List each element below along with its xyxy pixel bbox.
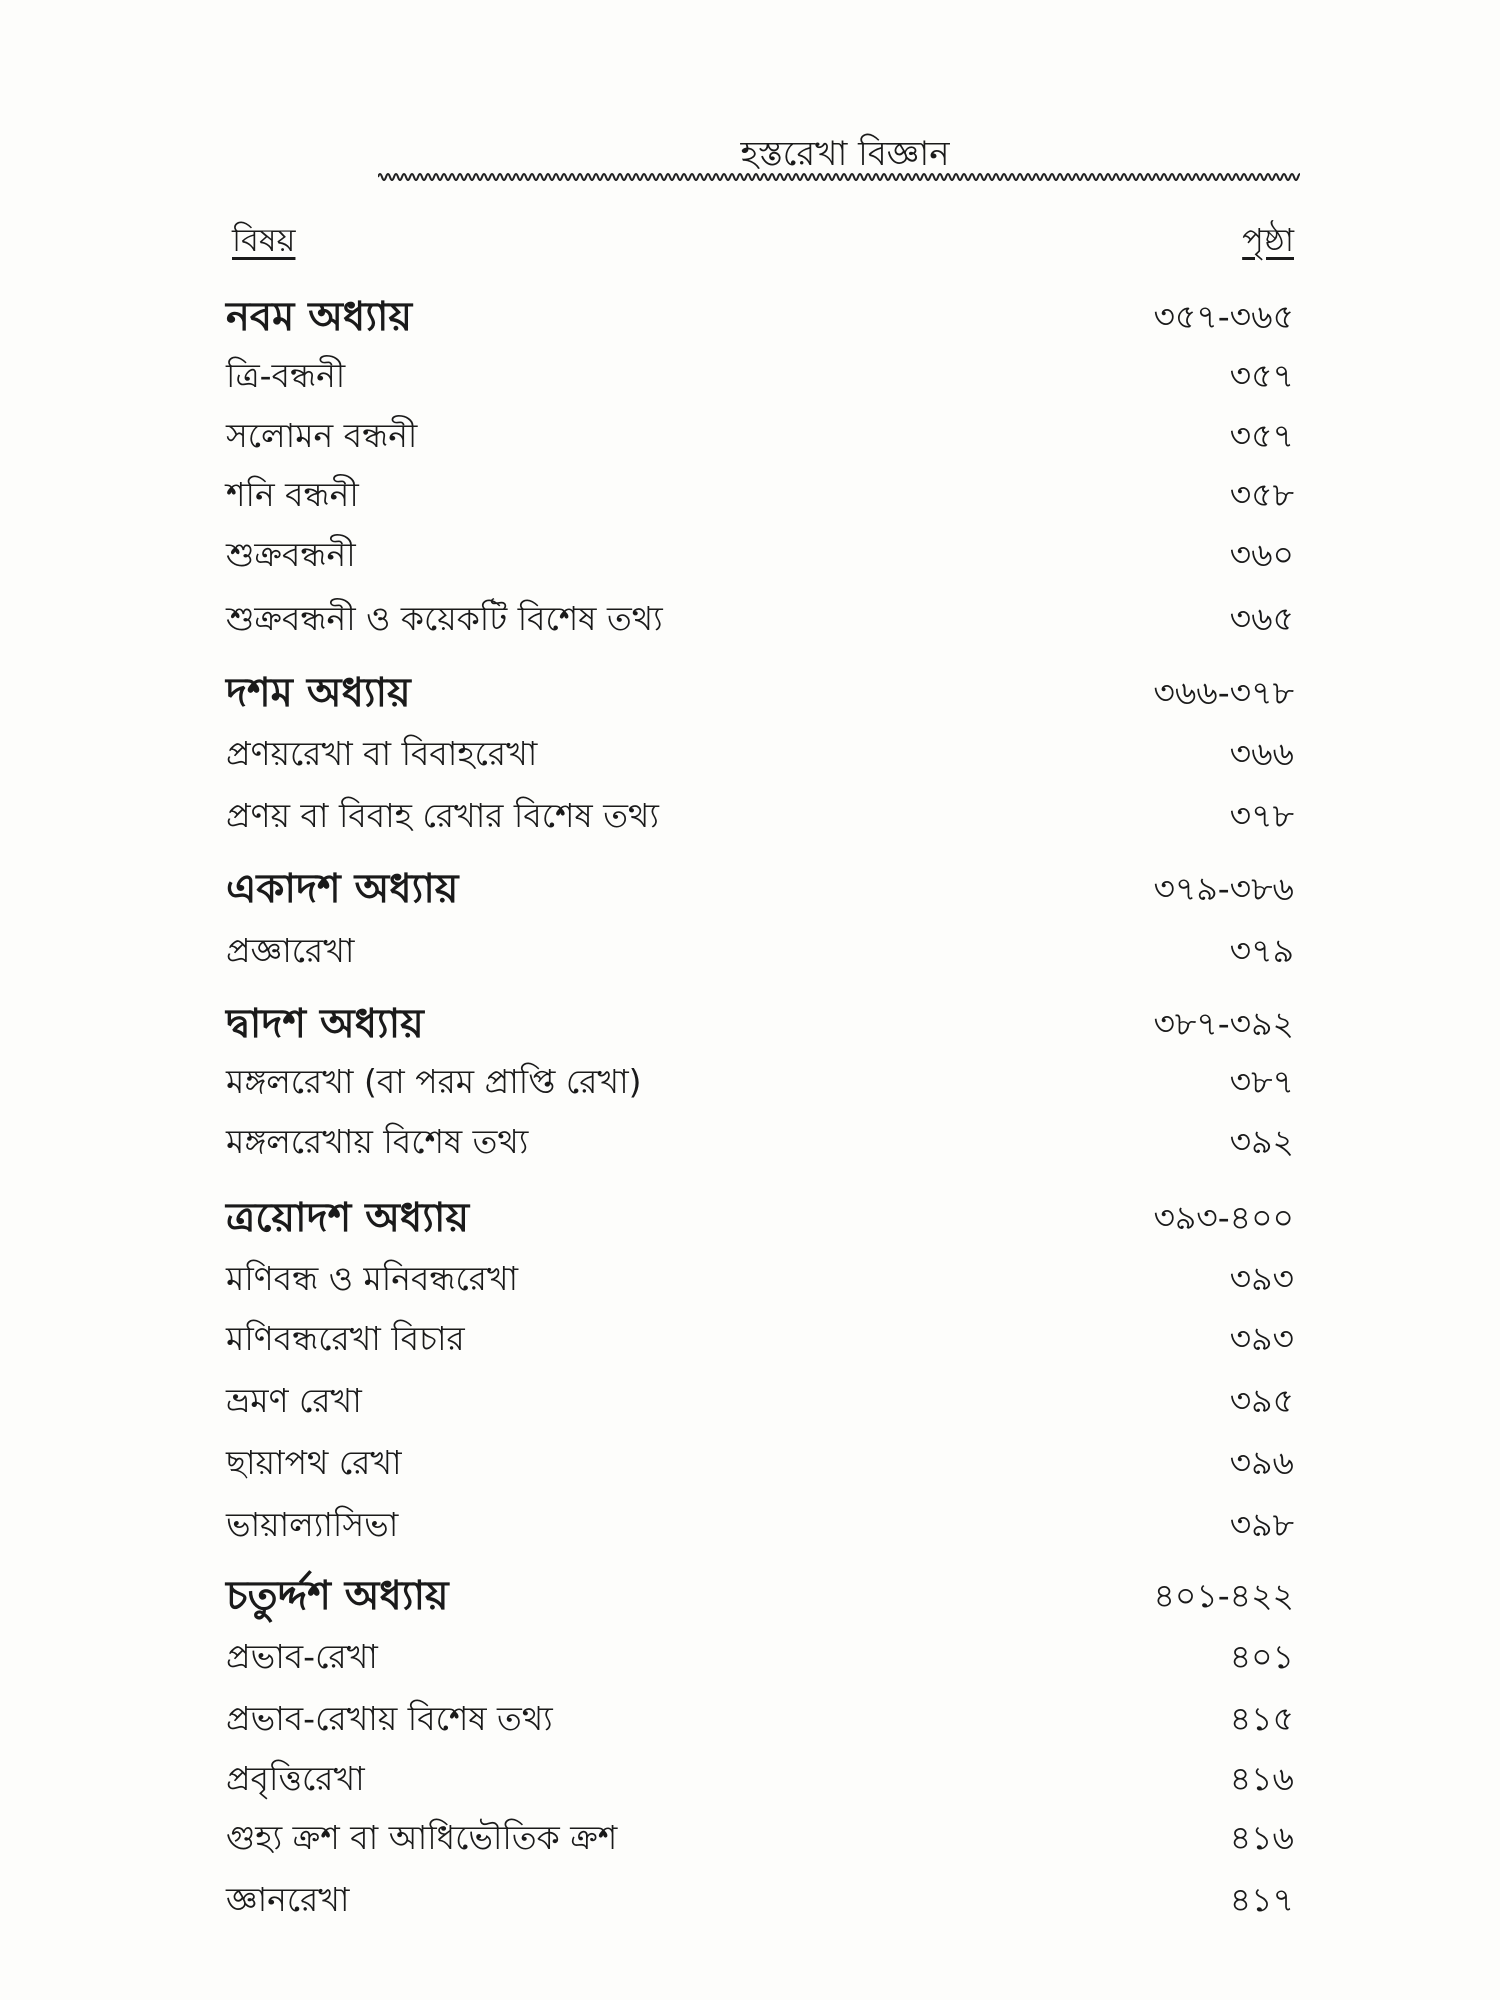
chapter-heading-row <box>226 661 1294 728</box>
toc-entry-row <box>226 1253 1294 1309</box>
entry-title: ভায়াল্যাসিভা <box>226 1505 399 1544</box>
entry-page: ৩৬০ <box>1229 535 1294 574</box>
entry-page: ৩৫৮ <box>1229 475 1294 514</box>
entry-page: ৪১৬ <box>1229 1759 1294 1798</box>
entry-title: মণিবন্ধরেখা বিচার <box>226 1319 465 1358</box>
toc-entry-row <box>226 1693 1294 1749</box>
entry-title: ভ্রমণ রেখা <box>226 1381 362 1420</box>
toc-entry-row <box>226 1116 1294 1172</box>
entry-page: ৩৯৫ <box>1229 1381 1294 1420</box>
toc-entry-row <box>226 350 1294 406</box>
toc-entry-row <box>226 593 1294 649</box>
entry-title: জ্ঞানরেখা <box>226 1880 350 1919</box>
entry-title: সলোমন বন্ধনী <box>226 416 418 455</box>
toc-entry-row <box>226 728 1294 784</box>
entry-page: ৩৯৮ <box>1229 1505 1294 1544</box>
entry-title: দশম অধ্যায় <box>226 670 411 716</box>
entry-title: প্রজ্ঞারেখা <box>226 931 355 970</box>
entry-page: ৩৫৭ <box>1229 416 1294 455</box>
toc-entry-row <box>226 790 1294 846</box>
entry-page: ৪১৭ <box>1229 1880 1294 1919</box>
entry-page: ৩৯৩ <box>1229 1319 1294 1358</box>
entry-title: মঙ্গলরেখায় বিশেষ তথ্য <box>226 1122 529 1161</box>
entry-page: ৩৮৭-৩৯২ <box>1153 1003 1294 1043</box>
entry-page: ৩৮৭ <box>1229 1062 1294 1101</box>
entry-title: ত্রয়োদশ অধ্যায় <box>226 1195 470 1241</box>
entry-page: ৩৬৫ <box>1229 599 1294 638</box>
entry-title: প্রণয়রেখা বা বিবাহরেখা <box>226 734 538 773</box>
entry-page: ৩৫৭-৩৬৫ <box>1153 296 1294 336</box>
entry-page: ৩৬৬-৩৭৮ <box>1153 672 1294 712</box>
entry-page: ৪১৫ <box>1229 1699 1294 1738</box>
entry-page: ৩৭৯-৩৮৬ <box>1153 868 1294 908</box>
entry-page: ৪০১-৪২২ <box>1153 1575 1294 1615</box>
entry-title: শুক্রবন্ধনী <box>226 535 356 574</box>
entry-title: দ্বাদশ অধ্যায় <box>226 1001 424 1047</box>
toc-entry-row <box>226 1753 1294 1809</box>
chapter-heading-row <box>226 1564 1294 1631</box>
toc-entry-row <box>226 1437 1294 1493</box>
entry-title: ত্রি-বন্ধনী <box>226 356 346 395</box>
toc-entry-row <box>226 1631 1294 1687</box>
toc-entry-row <box>226 1375 1294 1431</box>
toc-entry-row <box>226 1812 1294 1868</box>
chapter-heading-row <box>226 992 1294 1059</box>
entry-title: মঙ্গলরেখা (বা পরম প্রাপ্তি রেখা) <box>226 1062 642 1101</box>
entry-title: শুক্রবন্ধনী ও কয়েকটি বিশেষ তথ্য <box>226 599 663 638</box>
entry-page: ৩৫৭ <box>1229 356 1294 395</box>
chapter-heading-row <box>226 285 1294 352</box>
page-column-header: পৃষ্ঠা <box>1242 221 1294 259</box>
entry-page: ৪১৬ <box>1229 1818 1294 1857</box>
entry-page: ৩৬৬ <box>1229 734 1294 773</box>
entry-title: নবম অধ্যায় <box>226 294 413 340</box>
entry-title: প্রণয় বা বিবাহ রেখার বিশেষ তথ্য <box>226 796 659 835</box>
toc-entry-row <box>226 1056 1294 1112</box>
running-head: হস্তরেখা বিজ্ঞান <box>740 134 950 174</box>
entry-page: ৩৯২ <box>1229 1122 1294 1161</box>
toc-entry-row <box>226 1874 1294 1930</box>
entry-title: গুহ্য ক্রশ বা আধিভৌতিক ক্রশ <box>226 1818 618 1857</box>
entry-title: শনি বন্ধনী <box>226 475 359 514</box>
chapter-heading-row <box>226 1186 1294 1253</box>
wavy-divider <box>378 170 1300 184</box>
toc-entry-row <box>226 1499 1294 1555</box>
subject-column-header: বিষয় <box>232 221 296 259</box>
entry-title: প্রভাব-রেখা <box>226 1637 378 1676</box>
entry-title: ছায়াপথ রেখা <box>226 1443 402 1482</box>
toc-entry-row <box>226 410 1294 466</box>
entry-title: মণিবন্ধ ও মনিবন্ধরেখা <box>226 1259 519 1298</box>
toc-entry-row <box>226 925 1294 981</box>
toc-entry-row <box>226 1313 1294 1369</box>
chapter-heading-row <box>226 857 1294 924</box>
entry-page: ৩৯৬ <box>1229 1443 1294 1482</box>
entry-page: ৩৯৩ <box>1229 1259 1294 1298</box>
entry-page: ৩৭৮ <box>1229 796 1294 835</box>
entry-page: ৩৯৩-৪০০ <box>1153 1197 1294 1237</box>
toc-entry-row <box>226 469 1294 525</box>
entry-title: প্রবৃত্তিরেখা <box>226 1759 365 1798</box>
entry-title: চতুর্দ্দশ অধ্যায় <box>226 1573 449 1619</box>
entry-page: ৪০১ <box>1229 1637 1294 1676</box>
entry-title: প্রভাব-রেখায় বিশেষ তথ্য <box>226 1699 553 1738</box>
entry-page: ৩৭৯ <box>1229 931 1294 970</box>
toc-entry-row <box>226 529 1294 585</box>
entry-title: একাদশ অধ্যায় <box>226 866 459 912</box>
